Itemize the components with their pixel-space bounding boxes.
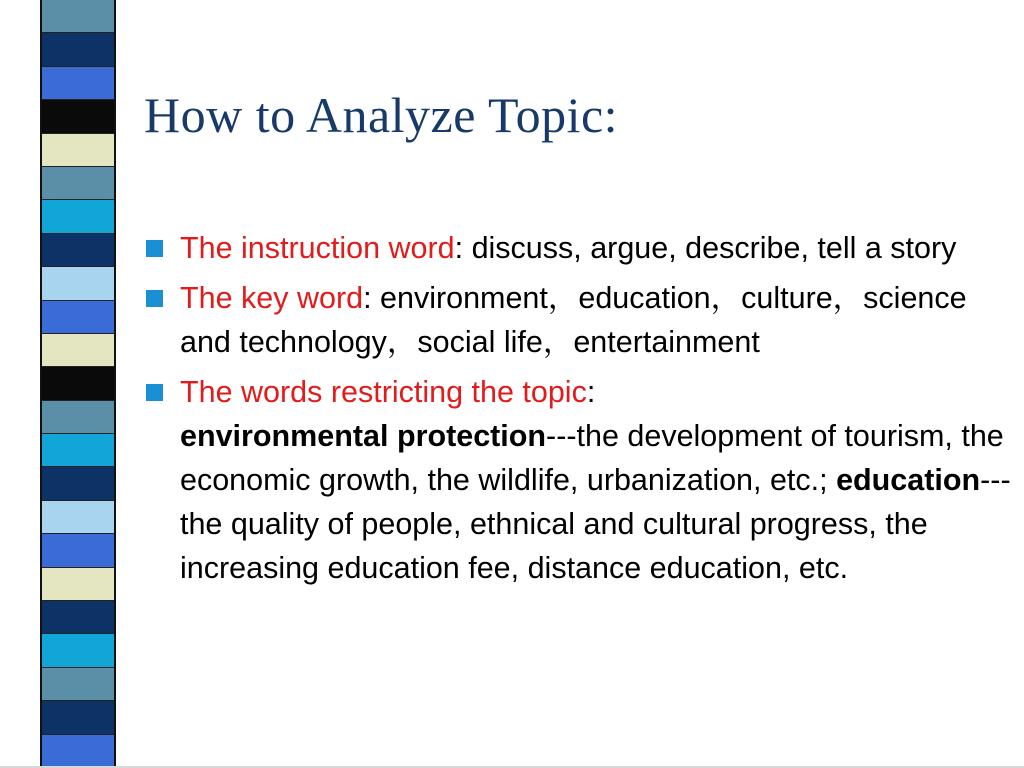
stripe-block — [42, 301, 114, 334]
stripe-block — [42, 0, 114, 33]
stripe-block — [42, 735, 114, 768]
bullet-label: The words restricting the topic — [180, 375, 587, 409]
bullet-text: : environment，education，culture，science and technology，social life，entertainment — [180, 281, 967, 359]
stripe-block — [42, 701, 114, 734]
stripe-block — [42, 134, 114, 167]
stripe-block — [42, 501, 114, 534]
stripe-block — [42, 234, 114, 267]
square-bullet-icon — [146, 240, 163, 257]
bullet-bold-term: education — [836, 463, 981, 497]
left-margin — [0, 0, 40, 768]
stripe-block — [42, 601, 114, 634]
bullet-item-instruction-word — [144, 226, 1014, 270]
stripe-block — [42, 467, 114, 500]
bullet-text: : discuss, argue, describe, tell a story — [454, 231, 957, 265]
bullet-item-restricting-words — [144, 370, 1014, 590]
stripe-block — [42, 267, 114, 300]
stripe-block — [42, 367, 114, 400]
bullet-label: The key word — [180, 281, 364, 315]
stripe-block — [42, 33, 114, 66]
stripe-block — [42, 200, 114, 233]
bullet-label: The instruction word — [180, 231, 455, 265]
square-bullet-icon — [146, 384, 163, 401]
stripe-block — [42, 434, 114, 467]
stripe-block — [42, 67, 114, 100]
bullet-bold-term: environmental protection — [180, 419, 547, 453]
stripe-block — [42, 401, 114, 434]
decorative-stripe-bar — [40, 0, 116, 768]
stripe-block — [42, 167, 114, 200]
stripe-block — [42, 568, 114, 601]
stripe-block — [42, 634, 114, 667]
slide-title: How to Analyze Topic: — [144, 87, 619, 143]
stripe-block — [42, 534, 114, 567]
stripe-block — [42, 334, 114, 367]
stripe-block — [42, 100, 114, 133]
bullet-text: ---the quality of people, ethnical and cultural progress, the increasing education fee, distance education, etc. — [180, 463, 1011, 585]
bullet-list — [144, 226, 1014, 596]
square-bullet-icon — [146, 290, 163, 307]
bullet-text: ---the development of tourism, the economic growth, the wildlife, urbanization, etc.; — [180, 419, 1004, 497]
bullet-item-key-word — [144, 276, 1014, 364]
bullet-separator: : — [586, 375, 596, 409]
stripe-block — [42, 668, 114, 701]
